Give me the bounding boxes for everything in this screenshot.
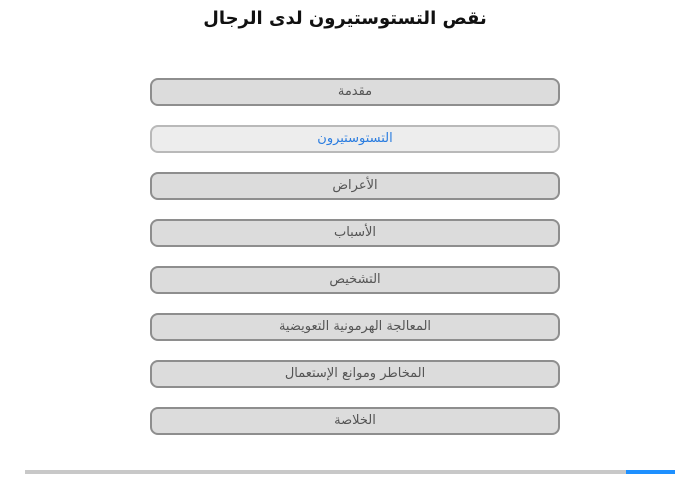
menu-item-diagnosis[interactable]: التشخيص xyxy=(150,266,560,294)
menu-item-hormone-replacement-therapy[interactable]: المعالجة الهرمونية التعويضية xyxy=(150,313,560,341)
menu-item-causes[interactable]: الأسباب xyxy=(150,219,560,247)
chapter-menu xyxy=(150,78,560,454)
menu-item-introduction[interactable]: مقدمة xyxy=(150,78,560,106)
menu-item-testosterone[interactable]: التستوستيرون xyxy=(150,125,560,153)
progress-bar-fill xyxy=(626,470,675,474)
menu-item-risks-and-contraindications[interactable]: المخاطر وموانع الإستعمال xyxy=(150,360,560,388)
menu-item-symptoms[interactable]: الأعراض xyxy=(150,172,560,200)
menu-item-conclusion[interactable]: الخلاصة xyxy=(150,407,560,435)
page-title: نقص التستوستيرون لدى الرجال xyxy=(203,8,487,29)
progress-bar xyxy=(25,470,675,474)
